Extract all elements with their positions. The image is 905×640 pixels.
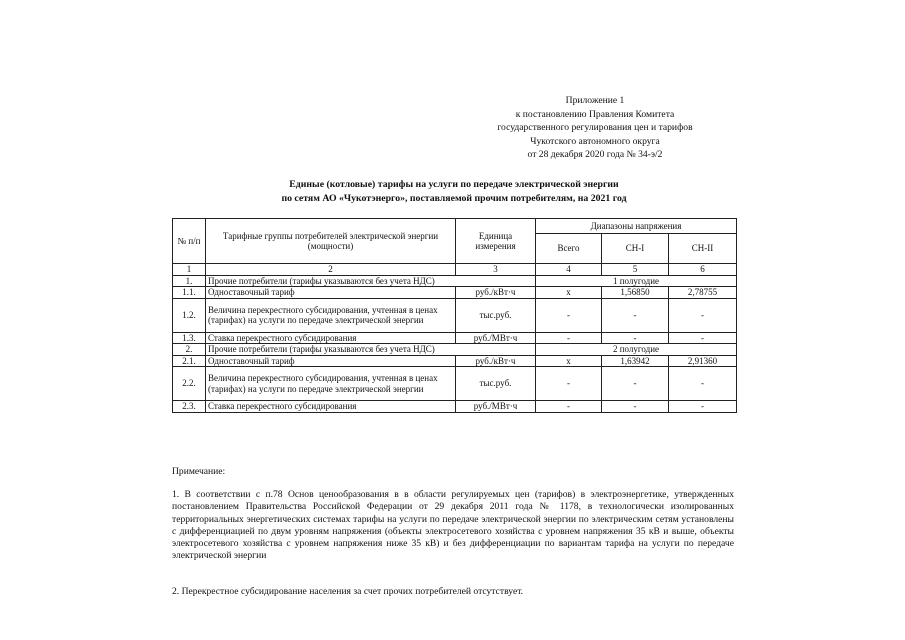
row-ch1: 1,63942 [602,355,669,367]
document-title [172,178,736,206]
row-unit: тыс.руб. [456,367,536,401]
row-total: - [536,401,602,413]
column-number: 3 [456,264,536,276]
row-total: - [536,298,602,332]
row-num: 2. [173,344,206,356]
row-num: 1.3. [173,332,206,344]
column-number: 4 [536,264,602,276]
header-voltage-ranges: Диапазоны напряжения [536,219,737,234]
table-row [173,332,737,344]
row-unit: руб./кВт·ч [456,287,536,299]
table-row [173,344,737,356]
row-name: Ставка перекрестного субсидирования [206,401,456,413]
header-groups: Тарифные группы потребителей электрической энергии (мощности) [206,219,456,264]
row-ch2: 2,91360 [669,355,737,367]
header-ch2: СН-II [669,234,737,264]
column-number: 6 [669,264,737,276]
row-period: 2 полугодие [536,344,737,356]
row-ch1: - [602,401,669,413]
row-num: 1.2. [173,298,206,332]
column-number: 2 [206,264,456,276]
row-num: 1. [173,275,206,287]
table-row [173,298,737,332]
header-num: № п/п [173,219,206,264]
tariff-table [172,218,737,413]
row-ch1: - [602,298,669,332]
table-row [173,287,737,299]
row-name: Ставка перекрестного субсидирования [206,332,456,344]
header-total: Всего [536,234,602,264]
row-unit: руб./МВт·ч [456,332,536,344]
appendix-line: Приложение 1 [565,95,625,106]
row-ch1: - [602,367,669,401]
row-ch2: - [669,298,737,332]
column-number: 5 [602,264,669,276]
table-header-row [173,219,737,234]
appendix-line: Чукотского автономного округа [530,135,660,147]
header-unit: Единица измерения [456,219,536,264]
table-row [173,401,737,413]
row-num: 2.1. [173,355,206,367]
row-total: x [536,355,602,367]
row-name: Одноставочный тариф [206,287,456,299]
row-name: Прочие потребители (тарифы указываются без учета НДС) [206,344,536,356]
row-ch1: 1,56850 [602,287,669,299]
appendix-line: от 28 декабря 2020 года № 34-э/2 [527,149,663,161]
table-row [173,355,737,367]
row-unit: руб./кВт·ч [456,355,536,367]
row-ch1: - [602,332,669,344]
row-unit: тыс.руб. [456,298,536,332]
row-period: 1 полугодие [536,275,737,287]
appendix-line: к постановлению Правления Комитета [515,108,675,120]
notes-heading: Примечание: [172,466,226,477]
row-num: 2.2. [173,367,206,401]
note-2: 2. Перекрестное субсидирование населения за счет прочих потребителей отсутствует. [172,586,524,597]
appendix-header [470,94,720,162]
header-ch1: СН-I [602,234,669,264]
row-total: x [536,287,602,299]
row-name: Величина перекрестного субсидирования, учтенная в ценах (тарифах) на услуги по передаче электрической энергии [206,367,456,401]
row-unit: руб./МВт·ч [456,401,536,413]
appendix-line: государственного регулирования цен и тарифов [497,122,693,134]
row-name: Величина перекрестного субсидирования, учтенная в ценах (тарифах) на услуги по передаче электрической энергии [206,298,456,332]
row-num: 1.1. [173,287,206,299]
row-name: Одноставочный тариф [206,355,456,367]
title-line: по сетям АО «Чукотэнерго», поставляемой прочим потребителям, на 2021 год [281,193,627,204]
row-ch2: - [669,332,737,344]
column-number: 1 [173,264,206,276]
row-name: Прочие потребители (тарифы указываются без учета НДС) [206,275,536,287]
note-1: 1. В соответствии с п.78 Основ ценообразования в в области регулируемых цен (тарифов) в электроэнергетике, утвержденных постановлением Правительства Российской Федерации от 29 декабря 2011 года № 1178, в технологически изолированных территориальных энергетических системах тарифы на услуги по передаче электрической энергии по электрическим сетям установлены с дифференциацией по двум уровням напряжения (объекты электросетевого хозяйства с уровнем напряжения 35 кВ и выше, объекты электросетевого хозяйства с уровнем напряжения ниже 35 кВ) и без дифференциации по вариантам тарифа на услуги по передаче электрической энергии [172,489,734,562]
row-total: - [536,332,602,344]
table-row [173,367,737,401]
row-num: 2.3. [173,401,206,413]
table-row [173,275,737,287]
row-total: - [536,367,602,401]
title-line: Единые (котловые) тарифы на услуги по передаче электрической энергии [289,179,619,190]
row-ch2: - [669,401,737,413]
column-number-row [173,264,737,276]
row-ch2: 2,78755 [669,287,737,299]
row-ch2: - [669,367,737,401]
